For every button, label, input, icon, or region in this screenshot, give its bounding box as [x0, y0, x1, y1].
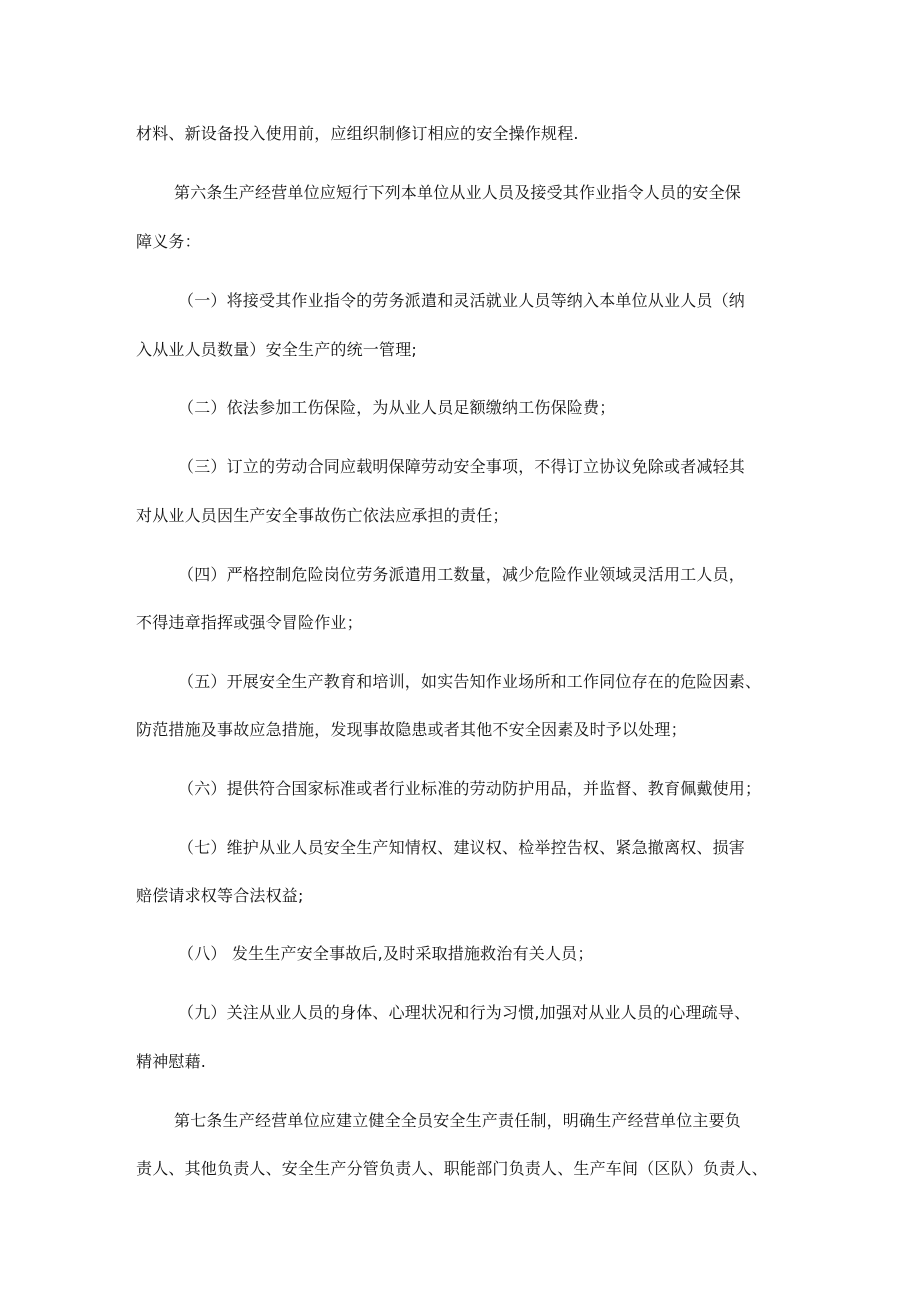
- text-line: 障义务：: [136, 232, 201, 251]
- text-line: 责人、其他负责人、安全生产分管负责人、职能部门负责人、生产车间（区队）负责人、: [136, 1159, 768, 1178]
- list-item-2-line: （二）依法参加工伤保险，为从业人员足额缴纳工伤保险费；: [178, 398, 616, 417]
- list-item-6-line: （六）提供符合国家标准或者行业标准的劳动防护用品，并监督、教育佩戴使用；: [178, 779, 762, 798]
- list-item-3-line: （三）订立的劳动合同应载明保障劳动安全事项，不得订立协议免除或者减轻其: [178, 457, 746, 476]
- text-line: 材料、新设备投入使用前，应组织制修订相应的安全操作规程.: [136, 124, 579, 143]
- list-item-5-line: （五）开展安全生产教育和培训，如实告知作业场所和工作同位存在的危险因素、: [178, 672, 762, 691]
- list-item-9-line: （九）关注从业人员的身体、心理状况和行为习惯,加强对从业人员的心理疏导、: [178, 1003, 751, 1022]
- list-item-7-line: （七）维护从业人员安全生产知情权、建议权、检举控告权、紧急撤离权、损害: [178, 838, 746, 857]
- text-line: 精神慰藉.: [136, 1052, 207, 1071]
- list-item-1-line: （一）将接受其作业指令的劳务派遣和灵活就业人员等纳入本单位从业人员（纳: [178, 291, 746, 310]
- list-item-8-line: （八） 发生生产安全事故后,及时采取措施救治有关人员；: [178, 944, 594, 963]
- article-7-heading-line: 第七条生产经营单位应建立健全全员安全生产责任制，明确生产经营单位主要负: [174, 1111, 742, 1130]
- text-line: 防范措施及事故应急措施，发现事故隐患或者其他不安全因素及时予以处理；: [136, 720, 687, 739]
- text-line: 对从业人员因生产安全事故伤亡依法应承担的责任；: [136, 506, 509, 525]
- text-line: 不得违章指挥或强令冒险作业；: [136, 613, 363, 632]
- text-line: 赔偿请求权等合法权益;: [136, 886, 304, 905]
- article-6-heading-line: 第六条生产经营单位应短行下列本单位从业人员及接受其作业指令人员的安全保: [174, 183, 742, 202]
- text-line: 入从业人员数量）安全生产的统一管理;: [136, 340, 417, 359]
- list-item-4-line: （四）严格控制危险岗位劳务派遣用工数量，减少危险作业领域灵活用工人员，: [178, 565, 746, 584]
